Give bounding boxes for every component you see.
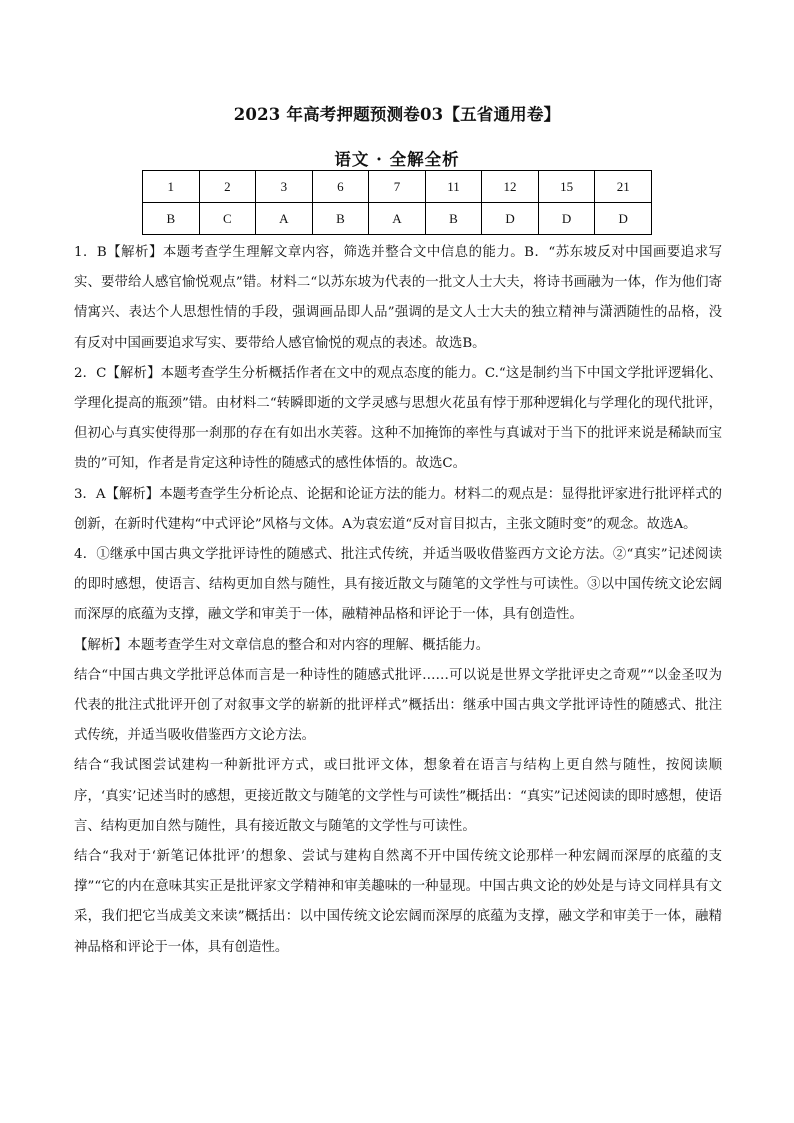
answer-table: [142, 170, 652, 235]
answer-cell: D: [595, 203, 652, 235]
answer-row: [143, 203, 652, 235]
analysis-heading-q4: 【解析】本题考查学生对文章信息的整合和对内容的理解、概括能力。: [74, 637, 490, 653]
answer-cell: D: [538, 203, 595, 235]
explanation-q2: 2．C【解析】本题考查学生分析概括作者在文中的观点态度的能力。C.“这是制约当下中国文学批评逻辑化、学理化提高的瓶颈”错。由材料二“转瞬即逝的文学灵感与思想火花虽有悖于那种逻辑化与学理化的现代批评，但初心与真实使得那一刹那的存在有如出水芙蓉。这种不加掩饰的率性与真诚对于当下的批评来说是稀缺而宝贵的”可知，作者是肯定这种诗性的随感式的感性体悟的。故选C。: [74, 365, 722, 472]
question-number-cell: 21: [595, 171, 652, 203]
document-subtitle: 语文 · 全解全析: [334, 150, 460, 169]
question-number-cell: 1: [143, 171, 200, 203]
question-number-row: [143, 171, 652, 203]
explanation-q3: 3．A【解析】本题考查学生分析论点、论据和论证方法的能力。材料二的观点是：显得批评家进行批评样式的创新，在新时代建构“中式评论”风格与文体。A为袁宏道“反对盲目拟古，主张文随时变”的观念。故选A。: [74, 486, 722, 532]
analysis-point-3: 结合“我对于‘新笔记体批评’的想象、尝试与建构自然离不开中国传统文论那样一种宏阔而深厚的底蕴的支撑”“它的内在意味其实正是批评家文学精神和审美趣味的一种显现。中国古典文论的妙处是与诗文同样具有文采，我们把它当成美文来读”概括出：以中国传统文论宏阔而深厚的底蕴为支撑，融文学和审美于一体，融精神品格和评论于一体，具有创造性。: [74, 849, 722, 955]
question-number-cell: 12: [482, 171, 539, 203]
question-number-cell: 11: [425, 171, 482, 203]
answer-cell: B: [143, 203, 200, 235]
answer-cell: B: [312, 203, 369, 235]
answer-cell: A: [369, 203, 426, 235]
analysis-point-1: 结合“中国古典文学批评总体而言是一种诗性的随感式批评……可以说是世界文学批评史之奇观”“以金圣叹为代表的批注式批评开创了对叙事文学的崭新的批评样式”概括出：继承中国古典文学批评诗性的随感式、批注式传统，并适当吸收借鉴西方文论方法。: [74, 667, 722, 744]
answer-cell: A: [256, 203, 313, 235]
answer-cell: C: [199, 203, 256, 235]
question-number-cell: 15: [538, 171, 595, 203]
question-number-cell: 7: [369, 171, 426, 203]
explanation-body: [74, 238, 722, 963]
explanation-q1: 1．B【解析】本题考查学生理解文章内容，筛选并整合文中信息的能力。B．“苏东坡反对中国画要追求写实、要带给人感官愉悦观点”错。材料二“以苏东坡为代表的一批文人士大夫，将诗书画融为一体，作为他们寄情寓兴、表达个人思想性情的手段，强调画品即人品”强调的是文人士大夫的独立精神与潇洒随性的品格，没有反对中国画要追求写实、要带给人感官愉悦的观点的表述。故选B。: [74, 245, 722, 351]
document-title: 2023 年高考押题预测卷03【五省通用卷】: [233, 105, 561, 124]
question-number-cell: 3: [256, 171, 313, 203]
analysis-point-2: 结合“我试图尝试建构一种新批评方式，或曰批评文体，想象着在语言与结构上更自然与随性，按阅读顺序，‘真实’记述当时的感想，更接近散文与随笔的文学性与可读性”概括出：“真实”记述阅读的即时感想，使语言、结构更加自然与随性，具有接近散文与随笔的文学性与可读性。: [74, 758, 722, 834]
answer-cell: D: [482, 203, 539, 235]
question-number-cell: 2: [199, 171, 256, 203]
answer-q4: 4．①继承中国古典文学批评诗性的随感式、批注式传统，并适当吸收借鉴西方文论方法。②“真实”记述阅读的即时感想，使语言、结构更加自然与随性，具有接近散文与随笔的文学性与可读性。③以中国传统文论宏阔而深厚的底蕴为支撑，融文学和审美于一体，融精神品格和评论于一体，具有创造性。: [74, 547, 722, 623]
question-number-cell: 6: [312, 171, 369, 203]
answer-cell: B: [425, 203, 482, 235]
